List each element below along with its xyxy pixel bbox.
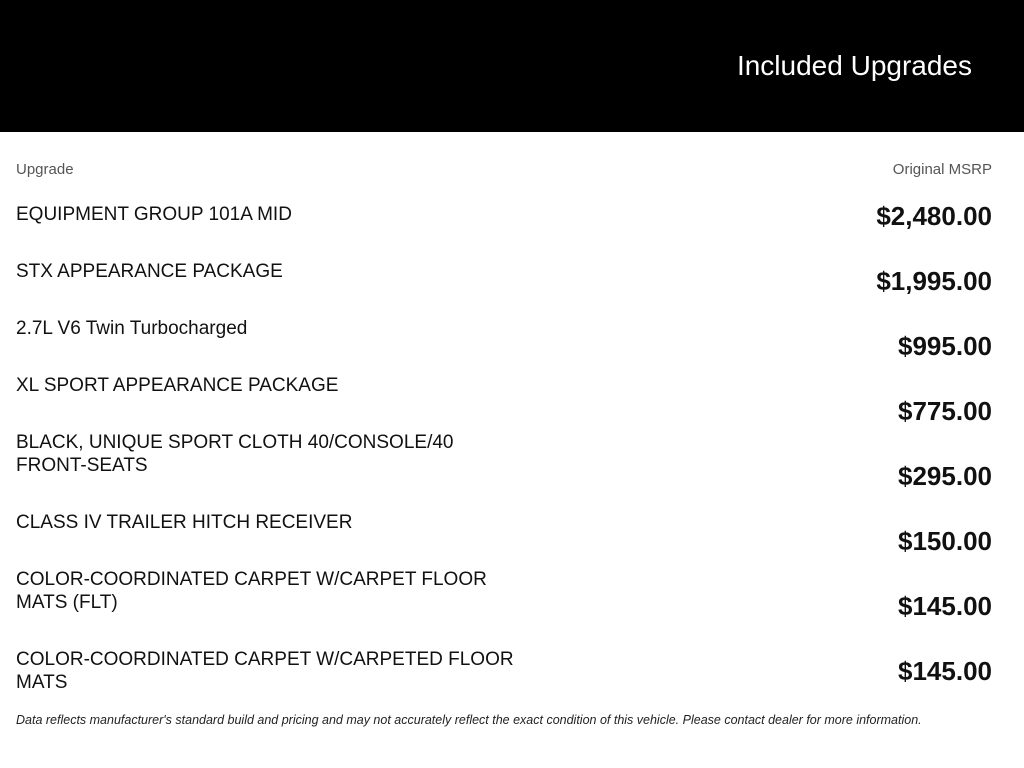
upgrade-name: COLOR-COORDINATED CARPET W/CARPET FLOOR MATS (FLT) bbox=[16, 569, 487, 613]
upgrade-column-header: Upgrade bbox=[16, 161, 74, 178]
upgrade-name: CLASS IV TRAILER HITCH RECEIVER bbox=[16, 512, 353, 533]
upgrade-price: $1,995.00 bbox=[876, 266, 992, 296]
upgrade-price: $995.00 bbox=[898, 331, 992, 361]
upgrade-name: COLOR-COORDINATED CARPET W/CARPETED FLOOR MATS bbox=[16, 649, 514, 693]
upgrade-price: $150.00 bbox=[898, 526, 992, 556]
upgrade-price: $2,480.00 bbox=[876, 201, 992, 231]
upgrade-name: XL SPORT APPEARANCE PACKAGE bbox=[16, 375, 339, 396]
disclaimer-text: Data reflects manufacturer's standard build and pricing and may not accurately reflect the exact condition of this vehicle. Please contact dealer for more information. bbox=[16, 713, 922, 727]
upgrade-name: 2.7L V6 Twin Turbocharged bbox=[16, 318, 248, 339]
upgrade-name: BLACK, UNIQUE SPORT CLOTH 40/CONSOLE/40 FRONT-SEATS bbox=[16, 432, 454, 476]
upgrade-name: EQUIPMENT GROUP 101A MID bbox=[16, 204, 292, 225]
header-banner bbox=[0, 0, 1024, 132]
upgrade-name: STX APPEARANCE PACKAGE bbox=[16, 261, 283, 282]
page-title: Included Upgrades bbox=[736, 50, 972, 81]
upgrade-price: $295.00 bbox=[898, 461, 992, 491]
upgrade-price: $145.00 bbox=[898, 591, 992, 621]
upgrade-price: $775.00 bbox=[898, 396, 992, 426]
column-headers bbox=[16, 161, 992, 179]
msrp-column-header: Original MSRP bbox=[892, 161, 992, 178]
upgrade-price: $145.00 bbox=[898, 656, 992, 686]
